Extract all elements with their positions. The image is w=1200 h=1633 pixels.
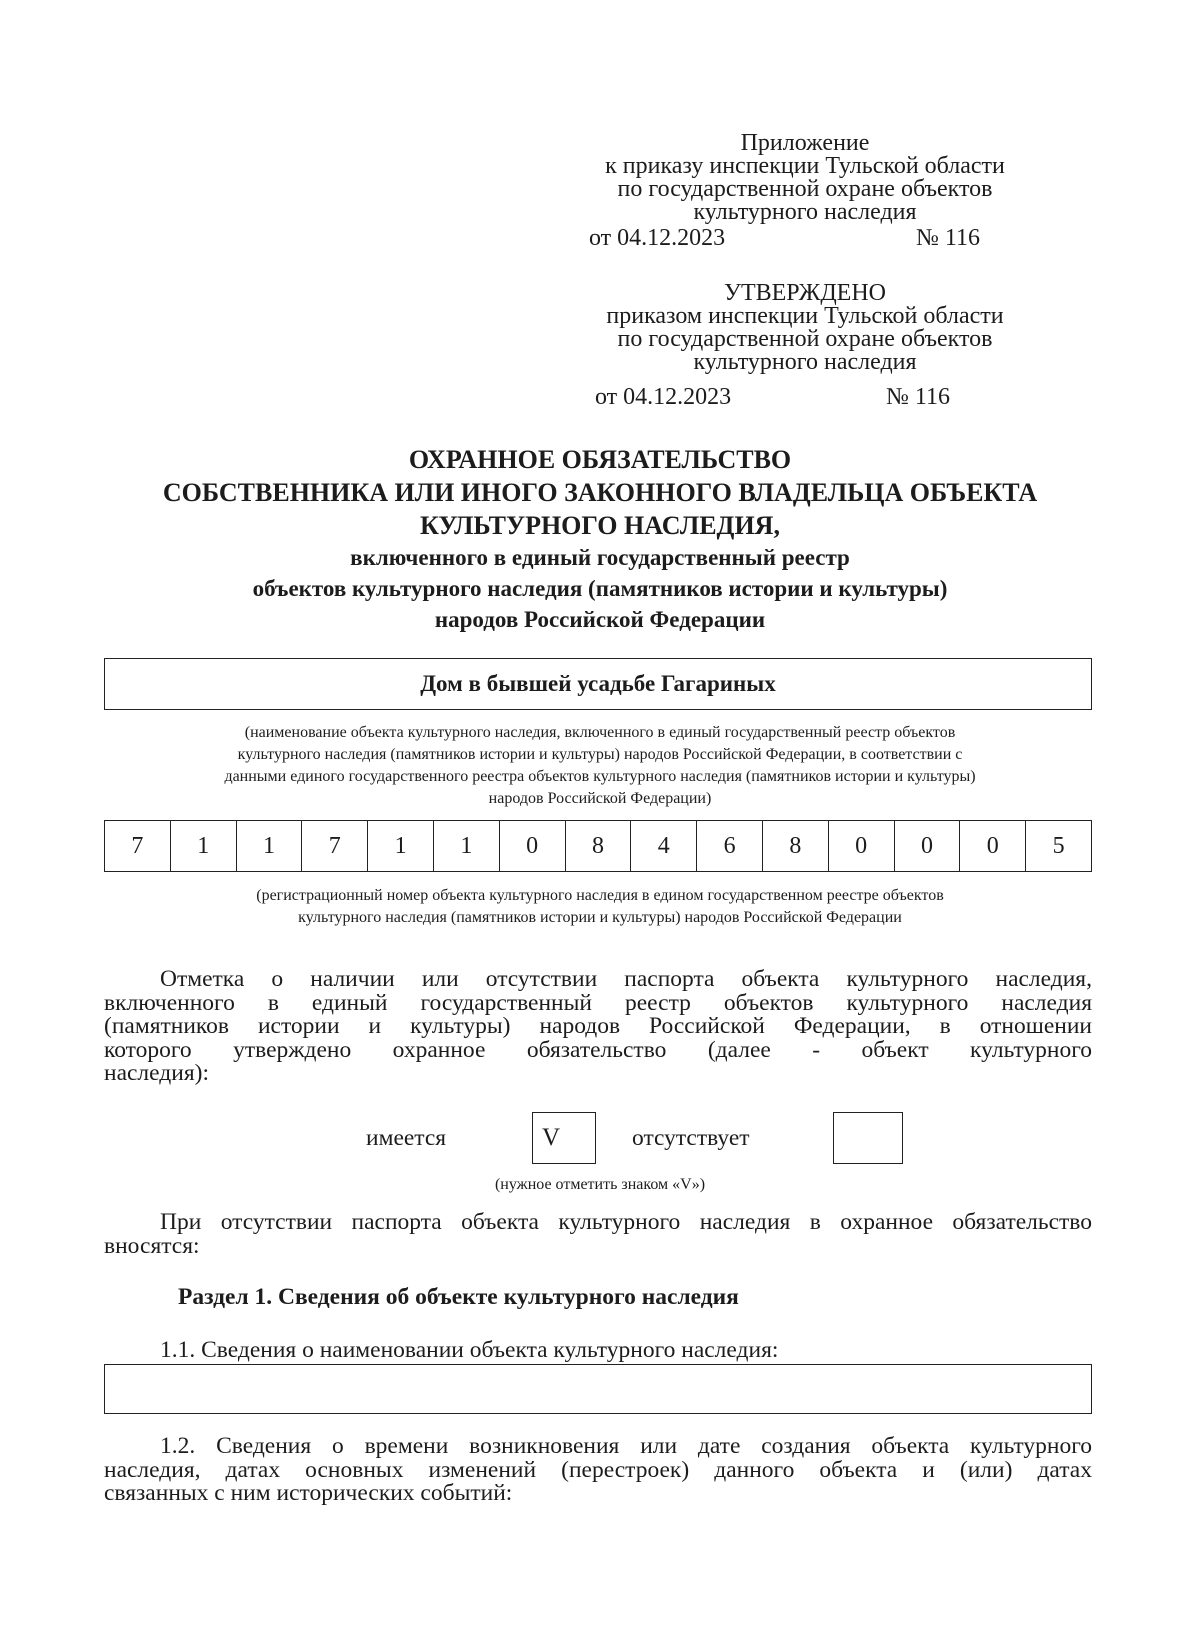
paragraph-line: (памятников истории и культуры) народов Российской Федерации, в отношении bbox=[104, 1013, 1092, 1039]
registration-digit: 8 bbox=[565, 821, 631, 872]
approval-line: культурного наследия bbox=[693, 349, 917, 375]
object-name-value: Дом в бывшей усадьбе Гагариных bbox=[420, 671, 776, 696]
passport-absent-checkbox[interactable] bbox=[833, 1112, 903, 1164]
caption-line: (наименование объекта культурного наследия, включенного в единый государственный реестр объектов bbox=[244, 724, 956, 741]
registration-digit: 7 bbox=[302, 821, 368, 872]
caption-line: культурного наследия (памятников истории и культуры) народов Российской Федерации bbox=[298, 909, 902, 926]
registration-digit: 0 bbox=[499, 821, 565, 872]
approval-date: от 04.12.2023 bbox=[595, 384, 732, 410]
title-line: объектов культурного наследия (памятников истории и культуры) bbox=[252, 576, 948, 601]
paragraph-line: наследия, датах основных изменений (перестроек) данного объекта и (или) датах bbox=[104, 1456, 1092, 1483]
paragraph-line: вносятся: bbox=[104, 1232, 200, 1259]
object-name-box bbox=[104, 658, 1092, 710]
paragraph-line: которого утверждено охранное обязательство (далее - объект культурного bbox=[104, 1036, 1092, 1063]
item-1-2-paragraph bbox=[104, 1435, 1092, 1506]
appendix-line: по государственной охране объектов bbox=[617, 176, 993, 202]
registration-digit: 0 bbox=[960, 821, 1026, 872]
paragraph-line: включенного в единый государственный реестр объектов культурного наследия bbox=[104, 989, 1092, 1016]
title-line: народов Российской Федерации bbox=[434, 607, 766, 632]
appendix-line: к приказу инспекции Тульской области bbox=[605, 153, 1005, 179]
paragraph-line: 1.2. Сведения о времени возникновения или дате создания объекта культурного bbox=[160, 1433, 1092, 1459]
caption-line: культурного наследия (памятников истории и культуры) народов Российской Федерации, в соответствии с bbox=[237, 746, 963, 763]
section-1-heading: Раздел 1. Сведения об объекте культурного наследия bbox=[178, 1284, 739, 1310]
registration-digit: 0 bbox=[894, 821, 960, 872]
passport-check-hint: (нужное отметить знаком «V») bbox=[494, 1176, 706, 1193]
title-line: включенного в единый государственный реестр bbox=[350, 545, 850, 570]
appendix-header bbox=[545, 132, 1065, 224]
registration-digit: 1 bbox=[236, 821, 302, 872]
registration-digit: 4 bbox=[631, 821, 697, 872]
appendix-line: культурного наследия bbox=[693, 199, 917, 225]
approval-line: по государственной охране объектов bbox=[617, 326, 993, 352]
passport-present-label: имеется bbox=[366, 1125, 447, 1151]
appendix-date: от 04.12.2023 bbox=[589, 225, 726, 251]
registration-digit: 1 bbox=[433, 821, 499, 872]
paragraph-line: Отметка о наличии или отсутствии паспорта объекта культурного наследия, bbox=[160, 966, 1092, 992]
approval-header bbox=[545, 282, 1065, 374]
registration-digit: 7 bbox=[105, 821, 171, 872]
caption-line: (регистрационный номер объекта культурного наследия в едином государственном реестре объектов bbox=[256, 887, 944, 904]
paragraph-line: При отсутствии паспорта объекта культурного наследия в охранное обязательство bbox=[160, 1209, 1092, 1235]
caption-line: данными единого государственного реестра объектов культурного наследия (памятников истории и культуры) bbox=[224, 768, 976, 785]
title-line: СОБСТВЕННИКА ИЛИ ИНОГО ЗАКОННОГО ВЛАДЕЛЬЦА ОБЪЕКТА bbox=[162, 478, 1038, 507]
title-line: КУЛЬТУРНОГО НАСЛЕДИЯ, bbox=[420, 511, 780, 540]
registration-digits-row bbox=[105, 821, 1092, 872]
registration-caption bbox=[90, 885, 1110, 929]
appendix-title: Приложение bbox=[740, 130, 870, 156]
item-1-1-value-box[interactable] bbox=[104, 1364, 1092, 1414]
paragraph-line: наследия): bbox=[104, 1060, 209, 1086]
approval-line: приказом инспекции Тульской области bbox=[606, 303, 1004, 329]
registration-digit: 5 bbox=[1026, 821, 1092, 872]
passport-present-checkbox[interactable] bbox=[532, 1112, 596, 1164]
registration-digit: 0 bbox=[828, 821, 894, 872]
registration-digit: 6 bbox=[697, 821, 763, 872]
object-name-caption bbox=[90, 722, 1110, 810]
passport-paragraph bbox=[104, 968, 1092, 1086]
document-title bbox=[100, 443, 1100, 635]
title-line: ОХРАННОЕ ОБЯЗАТЕЛЬСТВО bbox=[408, 445, 792, 474]
registration-number-table bbox=[104, 820, 1092, 872]
passport-absent-label: отсутствует bbox=[632, 1125, 750, 1151]
approval-title: УТВЕРЖДЕНО bbox=[723, 280, 887, 306]
registration-digit: 8 bbox=[762, 821, 828, 872]
absence-paragraph bbox=[104, 1211, 1092, 1258]
registration-digit: 1 bbox=[368, 821, 434, 872]
approval-number: № 116 bbox=[886, 384, 951, 410]
paragraph-line: связанных с ним исторических событий: bbox=[104, 1480, 513, 1506]
caption-line: народов Российской Федерации) bbox=[488, 790, 712, 807]
passport-present-mark: V bbox=[542, 1124, 561, 1151]
item-1-1-label: 1.1. Сведения о наименовании объекта культурного наследия: bbox=[160, 1337, 779, 1363]
registration-digit: 1 bbox=[170, 821, 236, 872]
appendix-number: № 116 bbox=[916, 225, 981, 251]
